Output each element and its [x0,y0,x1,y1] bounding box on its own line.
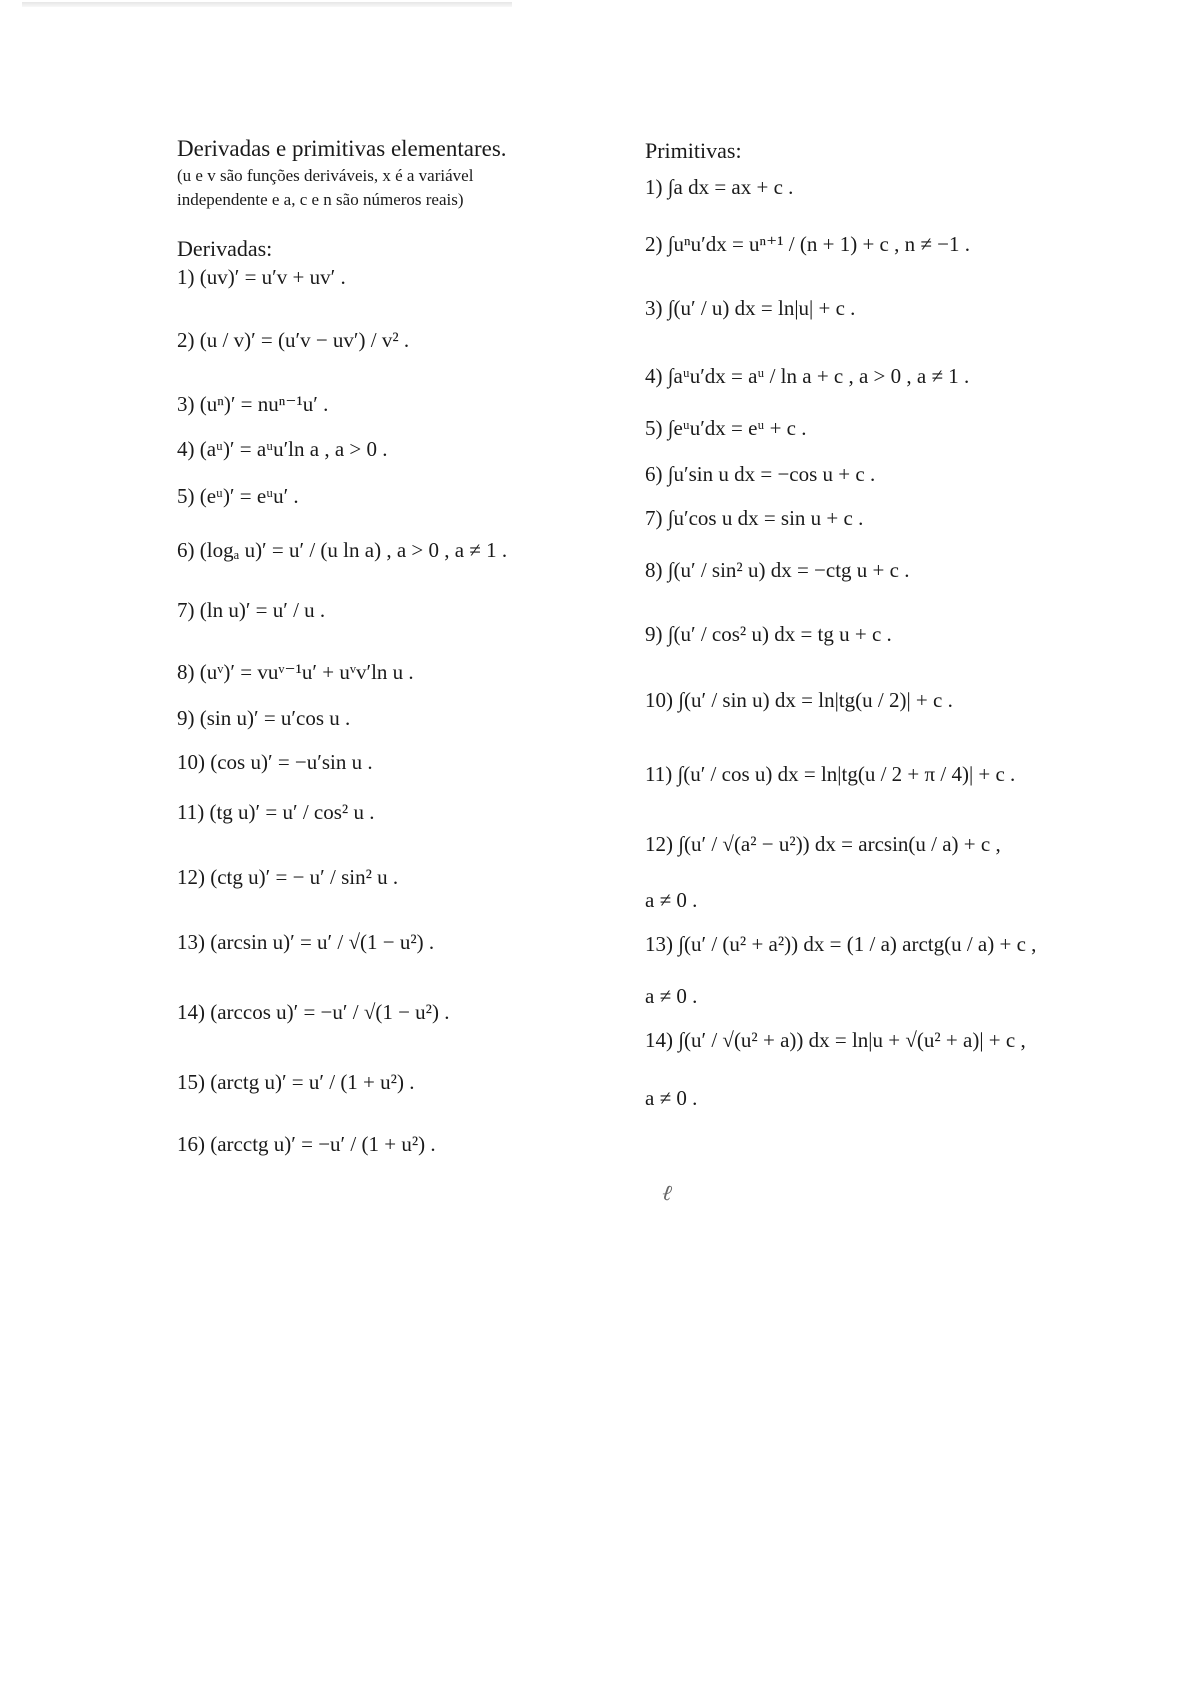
derivative-formula-2: 2) (u / v)′ = (u′v − uv′) / v² . [177,328,410,352]
derivatives-heading: Derivadas: [177,236,273,261]
derivative-formula-16: 16) (arcctg u)′ = −u′ / (1 + u²) . [177,1132,436,1156]
primitive-formula-12: 12) ∫(u′ / √(a² − u²)) dx = arcsin(u / a) + c , [645,832,1001,856]
primitive-formula-6: 6) ∫u′sin u dx = −cos u + c . [645,462,876,486]
primitive-formula-2: 2) ∫uⁿu′dx = uⁿ⁺¹ / (n + 1) + c , n ≠ −1 . [645,232,970,256]
derivative-formula-14: 14) (arccos u)′ = −u′ / √(1 − u²) . [177,1000,450,1024]
primitive-formula-5: 5) ∫eᵘu′dx = eᵘ + c . [645,416,807,440]
derivative-formula-8: 8) (uᵛ)′ = vuᵛ⁻¹u′ + uᵛv′ln u . [177,660,414,684]
primitive-formula-9: 9) ∫(u′ / cos² u) dx = tg u + c . [645,622,892,646]
primitive-formula-13: 13) ∫(u′ / (u² + a²)) dx = (1 / a) arctg(u / a) + c , [645,932,1037,956]
primitives-heading: Primitivas: [645,138,742,163]
derivative-formula-15: 15) (arctg u)′ = u′ / (1 + u²) . [177,1070,415,1094]
derivative-formula-3: 3) (uⁿ)′ = nuⁿ⁻¹u′ . [177,392,329,416]
scan-edge-artifact [22,2,512,7]
primitive-formula-8: 8) ∫(u′ / sin² u) dx = −ctg u + c . [645,558,910,582]
primitive-formula-11: 11) ∫(u′ / cos u) dx = ln|tg(u / 2 + π / 4)| + c . [645,762,1016,786]
derivative-formula-10: 10) (cos u)′ = −u′sin u . [177,750,373,774]
condition-note-14: a ≠ 0 . [645,1086,698,1110]
primitive-formula-10: 10) ∫(u′ / sin u) dx = ln|tg(u / 2)| + c . [645,688,953,712]
derivative-formula-6: 6) (logₐ u)′ = u′ / (u ln a) , a > 0 , a ≠ 1 . [177,538,508,562]
condition-note-12: a ≠ 0 . [645,888,698,912]
derivative-formula-1: 1) (uv)′ = u′v + uv′ . [177,265,346,289]
primitive-formula-14: 14) ∫(u′ / √(u² + a)) dx = ln|u + √(u² + a)| + c , [645,1028,1026,1052]
primitive-formula-1: 1) ∫a dx = ax + c . [645,175,794,199]
derivative-formula-7: 7) (ln u)′ = u′ / u . [177,598,326,622]
subtitle-line-1: (u e v são funções deriváveis, x é a variável [177,166,474,185]
derivative-formula-9: 9) (sin u)′ = u′cos u . [177,706,351,730]
derivative-formula-11: 11) (tg u)′ = u′ / cos² u . [177,800,375,824]
page-title: Derivadas e primitivas elementares. [177,136,507,161]
primitive-formula-7: 7) ∫u′cos u dx = sin u + c . [645,506,864,530]
condition-note-13: a ≠ 0 . [645,984,698,1008]
primitive-formula-4: 4) ∫aᵘu′dx = aᵘ / ln a + c , a > 0 , a ≠ 1 . [645,364,970,388]
pen-mark-icon: ℓ [658,1179,677,1207]
subtitle-line-2: independente e a, c e n são números reais) [177,190,464,209]
derivative-formula-13: 13) (arcsin u)′ = u′ / √(1 − u²) . [177,930,435,954]
derivative-formula-4: 4) (aᵘ)′ = aᵘu′ln a , a > 0 . [177,437,388,461]
derivative-formula-5: 5) (eᵘ)′ = eᵘu′ . [177,484,299,508]
primitive-formula-3: 3) ∫(u′ / u) dx = ln|u| + c . [645,296,856,320]
derivative-formula-12: 12) (ctg u)′ = − u′ / sin² u . [177,865,399,889]
